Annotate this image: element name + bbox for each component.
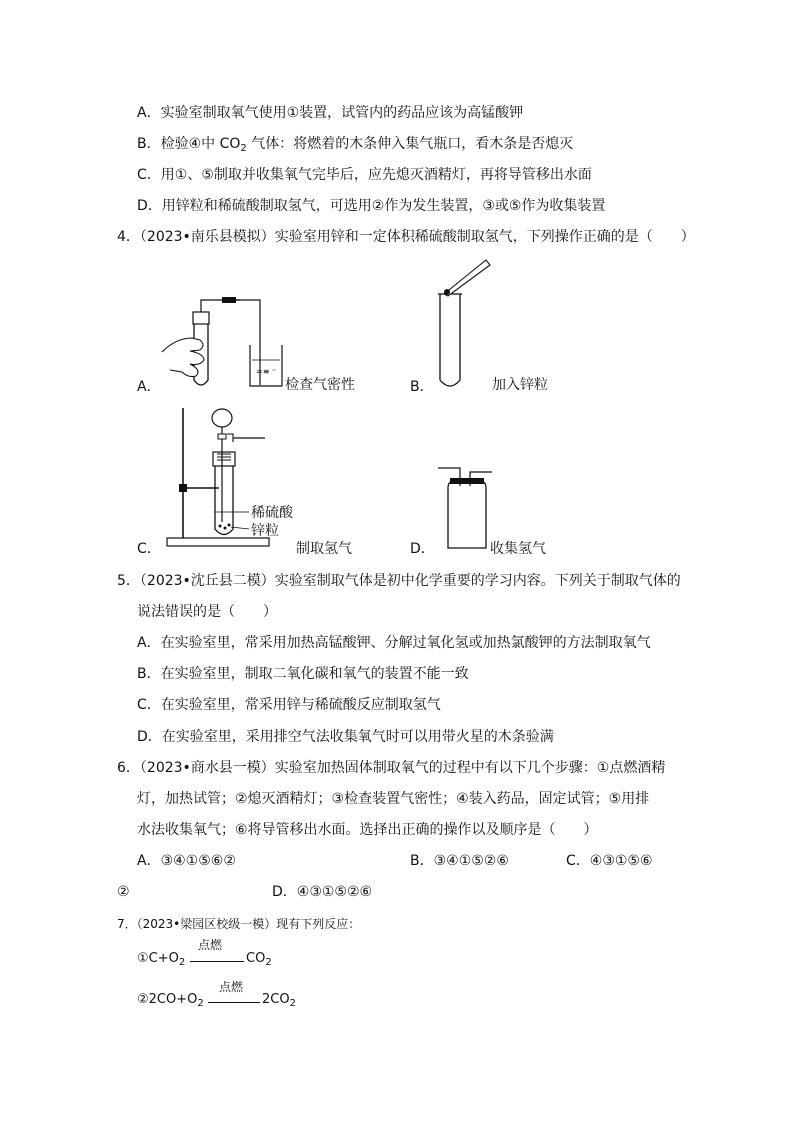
q7-reaction2-arrow	[208, 1002, 260, 1003]
q3-option-b	[137, 134, 573, 159]
q7-r1-left-text: ①C+O	[137, 951, 179, 966]
q6-stem-line1: 6．（2023•商水县一模）实验室加热固体制取氧气的过程中有以下几个步骤：①点燃酒精	[117, 760, 666, 776]
q4-option-b-figure	[430, 252, 510, 392]
q7-r1-left-sub: 2	[178, 957, 186, 968]
q5-option-a: A．在实验室里，常采用加热高锰酸钾、分解过氧化氢或加热氯酸钾的方法制取氧气	[137, 635, 651, 651]
q7-reaction1-left	[137, 951, 185, 968]
q4-stem: 4．（2023•南乐县模拟）实验室用锌和一定体积稀硫酸制取氢气，下列操作正确的是（ ）	[117, 229, 695, 245]
q3-option-d: D．用锌粒和稀硫酸制取氢气，可选用②作为发生装置，③或⑤作为收集装置	[137, 198, 606, 214]
q5-stem-line2: 说法错误的是（ ）	[137, 604, 277, 620]
q6-stem-line3: 水法收集氧气；⑥将导管移出水面。选择出正确的操作以及顺序是（ ）	[137, 822, 598, 838]
q4-option-a-caption: 检查气密性	[285, 377, 355, 393]
q7-reaction1-condition: 点燃	[198, 938, 223, 952]
q6-option-c-wrap: ②	[117, 884, 130, 900]
q3-option-b-pre: B．检验④中 CO	[137, 136, 241, 152]
q7-r2-left-sub: 2	[197, 998, 204, 1009]
q5-stem-line1: 5．（2023•沈丘县二模）实验室制取气体是初中化学重要的学习内容。下列关于制取气体的	[117, 573, 681, 589]
q4-option-b-caption: 加入锌粒	[492, 377, 548, 393]
q4-option-d-figure	[436, 462, 496, 552]
q3-option-c: C．用①、⑤制取并收集氧气完毕后，应先熄灭酒精灯，再将导管移出水面	[137, 167, 592, 183]
q4-option-c-acid-label: 稀硫酸	[251, 505, 293, 521]
q7-r2-right-sub: 2	[289, 998, 296, 1009]
q7-reaction2-right	[262, 992, 296, 1009]
q4-option-c-caption: 制取氢气	[296, 541, 352, 557]
q6-option-a: A．③④①⑤⑥②	[137, 853, 236, 869]
q5-option-b: B．在实验室里，制取二氧化碳和氧气的装置不能一致	[137, 666, 469, 682]
q7-r1-right-text: CO	[246, 951, 266, 966]
q7-stem: 7．（2023•梁园区校级一模）现有下列反应：	[117, 917, 361, 931]
q4-option-d-letter: D．	[410, 541, 435, 557]
q3-option-a: A．实验室制取氧气使用①装置，试管内的药品应该为高锰酸钾	[137, 105, 524, 121]
q4-option-d-caption: 收集氢气	[490, 541, 546, 557]
q7-reaction1-right	[246, 951, 272, 968]
q4-option-c-zinc-label: 锌粒	[251, 523, 279, 539]
svg-text:=≡ ⁼: =≡ ⁼	[256, 367, 277, 376]
q7-reaction2-condition: 点燃	[219, 980, 244, 994]
q4-option-a-figure	[160, 220, 360, 390]
q6-stem-line2: 灯，加热试管；②熄灭酒精灯；③检查装置气密性；④装入药品，固定试管；⑤用排	[137, 791, 650, 807]
q6-option-c: C．④③①⑤⑥	[566, 853, 653, 869]
q4-option-c-figure	[165, 404, 305, 554]
q5-option-d: D．在实验室里，采用排空气法收集氧气时可以用带火星的木条验满	[137, 729, 554, 745]
q3-option-b-post: 气体：将燃着的木条伸入集气瓶口，看木条是否熄灭	[246, 136, 574, 152]
q3-option-b-sub: 2	[240, 143, 247, 154]
q7-r2-right-text: 2CO	[262, 992, 290, 1007]
q5-option-c: C．在实验室里，常采用锌与稀硫酸反应制取氢气	[137, 697, 441, 713]
q7-reaction2-left	[137, 992, 204, 1009]
q7-r2-left-text: ②2CO+O	[137, 992, 198, 1007]
q4-option-a-letter: A．	[137, 379, 161, 395]
q7-reaction1-arrow	[190, 961, 244, 962]
q7-r1-right-sub: 2	[265, 957, 272, 968]
q4-option-b-letter: B．	[410, 379, 434, 395]
q6-option-d: D．④③①⑤②⑥	[272, 884, 373, 900]
q4-option-c-letter: C．	[137, 541, 161, 557]
q6-option-b: B．③④①⑤②⑥	[410, 853, 509, 869]
